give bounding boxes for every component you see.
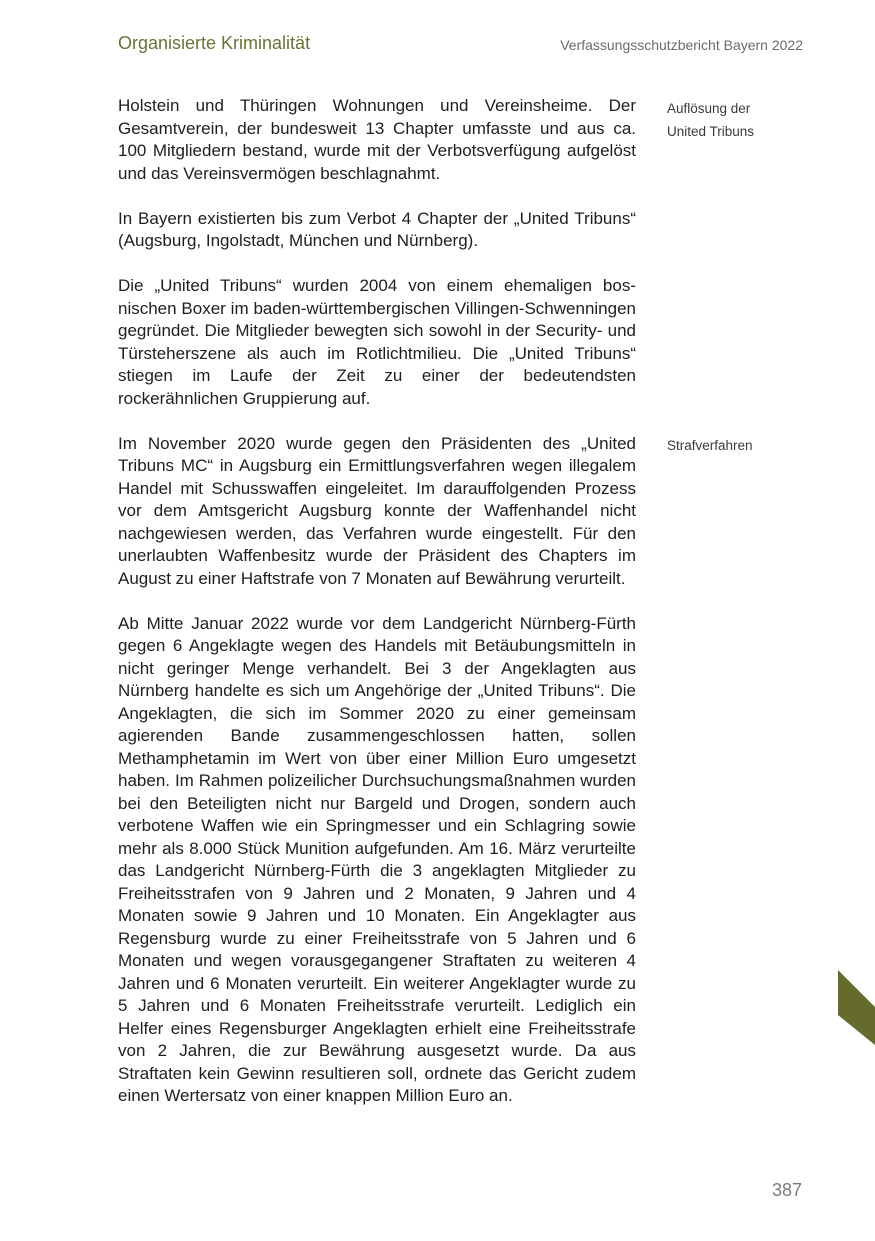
paragraph-dissolution: Holstein und Thüringen Wohnungen und Vereinsheime. Der Gesamtverein, der bundesweit 13 Chapter umfasste und aus ca. 100 Mitgliedern bestand, wurde mit der Verbotsverfügung aufgelöst und das Vereinsvermögen beschlagnahmt. xyxy=(118,96,636,183)
margin-note-line: United Tribuns xyxy=(667,124,755,139)
page-number: 387 xyxy=(771,1180,802,1200)
margin-note-line: Auflösung der xyxy=(667,101,751,116)
paragraph-augsburg-case: Im November 2020 wurde gegen den Präsidenten des „United Tribuns MC“ in Augsburg ein Ermittlungsverfahren wegen illegalem Handel mit Schusswaffen eingeleitet. Im darauffolgenden Prozess vor dem Amtsgericht Augsburg konnte der Waffenhandel nicht nachgewiesen werden, das Verfahren wurde eingestellt. Für den unerlaubten Waffenbesitz wurde der Präsident des Chapters im August zu einer Haftstrafe von 7 Monaten auf Bewährung verurteilt. xyxy=(118,433,636,588)
section-title: Organisierte Kriminalität xyxy=(118,33,311,53)
chapter-thumb-tab xyxy=(838,970,875,1045)
paragraph-nuremberg-trial: Ab Mitte Januar 2022 wurde vor dem Landgericht Nürnberg-Fürth gegen 6 Angeklagte wegen des Handels mit Betäubungsmitteln in nicht geringer Menge verhandelt. Bei 3 der Angeklagten aus Nürnberg handelte es sich um Angehörige der „United Tribuns“. Die Angeklagten, die sich im Sommer 2020 zu einer gemeinsam agierenden Bande zusammengeschlossen hatten, sollen Methamphetamin im Wert von über einer Million Euro umgesetzt haben. Im Rahmen polizeilicher Durchsuchungsmaßnahmen wurden bei den Beteiligten nicht nur Bargeld und Drogen, sondern auch verbotene Waffen wie ein Springmesser und ein Schlagring sowie mehr als 8.000 Stück Munition aufgefunden. Am 16. März verurteilte das Landgericht Nürnberg-Fürth die 3 angeklagten Mitglieder zu Freiheitsstrafen von 9 Jahren und 2 Monaten, 9 Jahren und 4 Monaten sowie 9 Jahren und 10 Monaten. Ein Angeklagter aus Regensburg wurde zu einer Freiheitsstrafe von 5 Jahren und 6 Monaten und wegen vorausgegangener Straftaten zu weiteren 4 Jahren und 6 Monaten verurteilt. Ein weiterer Angeklagter wurde zu 5 Jahren und 6 Monaten Freiheitsstrafe verurteilt. Lediglich ein Helfer eines Regensburger Angeklagten erhielt eine Freiheitsstrafe von 2 Jahren, die zur Bewährung ausgesetzt wurde. Da aus Straftaten kein Gewinn resultieren soll, ordnete das Gericht zudem einen Wertersatz von einer knappen Million Euro an. xyxy=(118,613,636,1105)
margin-note-criminal-proceedings xyxy=(667,434,753,457)
main-text-column xyxy=(118,95,636,1130)
thumb-tab-shape xyxy=(838,970,875,1045)
margin-note-dissolution xyxy=(667,97,754,143)
paragraph-history: Die „United Tribuns“ wurden 2004 von einem ehemaligen bosnischen Boxer im baden-württembergischen Villingen-Schwenningen gegründet. Die Mitglieder bewegten sich sowohl in der Security- und Türsteherszene als auch im Rotlichtmilieu. Die „United Tribuns“ stiegen im Laufe der Zeit zu einer der bedeutendsten rockerähnlichen Gruppierung auf. xyxy=(118,276,636,408)
paragraph-bavaria-chapters: In Bayern existierten bis zum Verbot 4 Chapter der „United Tribuns“ (Augsburg, Ingolstadt, München und Nürnberg). xyxy=(118,208,636,250)
report-title: Verfassungsschutzbericht Bayern 2022 xyxy=(560,37,803,53)
margin-note-line: Strafverfahren xyxy=(667,438,753,453)
